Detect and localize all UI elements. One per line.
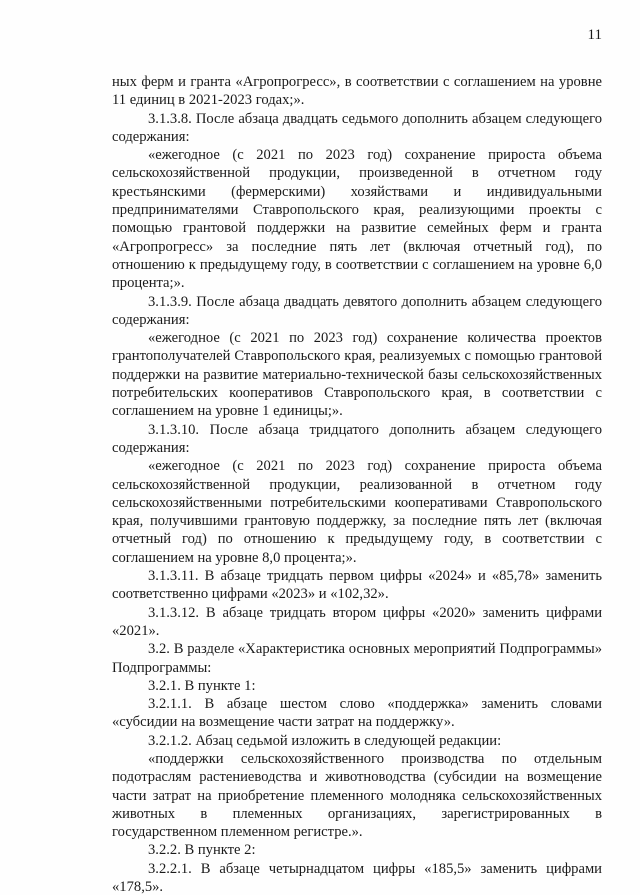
paragraph-quote-1: «ежегодное (с 2021 по 2023 год) сохранение прироста объема сельскохозяйственной продукции, произведенной в отчетном году крестьянскими (фермерскими) хозяйствами и индивидуальными предпринимателями Ставропольского края, реализующими проекты с помощью грантовой поддержки на развитие семейных ферм и гранта «Агропрогресс» за последние пять лет (включая отчетный год), по отношению к предыдущему году, в соответствии с соглашением на уровне 6,0 процента;».: [112, 147, 602, 292]
paragraph-item-3-1-3-11: 3.1.3.11. В абзаце тридцать первом цифры «2024» и «85,78» заменить соответственно цифрами «2023» и «102,32».: [112, 568, 602, 603]
paragraph-item-3-2: 3.2. В разделе «Характеристика основных мероприятий Подпрограммы» Подпрограммы:: [112, 641, 602, 676]
document-body: [112, 73, 602, 896]
paragraph-continuation: ных ферм и гранта «Агропрогресс», в соответствии с соглашением на уровне 11 единиц в 2021-2023 годах;».: [112, 74, 602, 109]
paragraph-quote-4: «поддержки сельскохозяйственного производства по отдельным подотраслям растениеводства и животноводства (субсидии на возмещение части затрат на приобретение племенного молодняка сельскохозяйственных животных в племенных организациях, зарегистрированных в государственном племенном регистре.».: [112, 750, 602, 841]
paragraph-quote-2: «ежегодное (с 2021 по 2023 год) сохранение количества проектов грантополучателей Ставропольского края, реализуемых с помощью грантовой поддержки на развитие материально-технической базы сельскохозяйственных потребительских кооперативов Ставропольского края, в соответствии с соглашением на уровне 1 единицы;».: [112, 330, 602, 420]
paragraph-item-3-2-2: 3.2.2. В пункте 2:: [148, 842, 256, 859]
paragraph-item-3-1-3-10: 3.1.3.10. После абзаца тридцатого дополнить абзацем следующего содержания:: [112, 421, 602, 456]
paragraph-item-3-2-1: 3.2.1. В пункте 1:: [148, 677, 256, 694]
paragraph-item-3-1-3-12: 3.1.3.12. В абзаце тридцать втором цифры «2020» заменить цифрами «2021».: [112, 604, 602, 639]
paragraph-item-3-2-1-1: 3.2.1.1. В абзаце шестом слово «поддержка» заменить словами «субсидии на возмещение части затрат на поддержку».: [112, 696, 602, 731]
paragraph-quote-3: «ежегодное (с 2021 по 2023 год) сохранение прироста объема сельскохозяйственной продукции, реализованной в отчетном году сельскохозяйственными потребительскими кооперативами Ставропольского края, получившими грантовую поддержку, за последние пять лет (включая отчетный год) по отношению к предыдущему году, в соответствии с соглашением на уровне 8,0 процента;».: [112, 458, 602, 566]
paragraph-item-3-1-3-8: 3.1.3.8. После абзаца двадцать седьмого дополнить абзацем следующего содержания:: [112, 110, 602, 145]
page-number: 11: [587, 27, 602, 43]
paragraph-item-3-2-1-2: 3.2.1.2. Абзац седьмой изложить в следующей редакции:: [148, 732, 502, 749]
paragraph-item-3-1-3-9: 3.1.3.9. После абзаца двадцать девятого дополнить абзацем следующего содержания:: [112, 293, 602, 328]
paragraph-item-3-2-2-1: 3.2.2.1. В абзаце четырнадцатом цифры «185,5» заменить цифрами «178,5».: [112, 860, 602, 896]
